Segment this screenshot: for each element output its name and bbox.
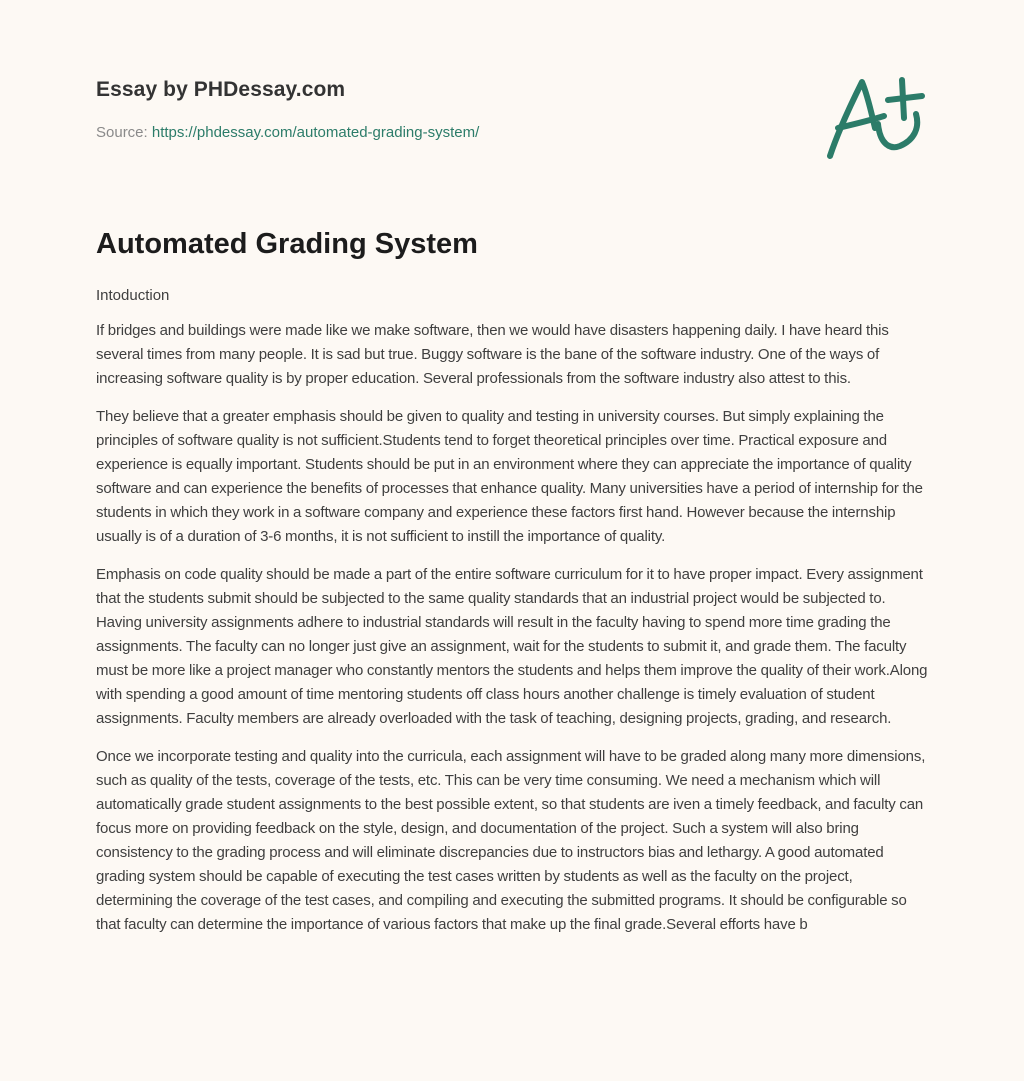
essay-title: Automated Grading System (96, 228, 478, 260)
essay-paragraph: Once we incorporate testing and quality into the curricula, each assignment will have to be graded along many more dimensions, such as quality of the tests, coverage of the tests, etc. This can be very time consuming. We need a mechanism which will automatically grade student assignments to the best possible extent, so that students are iven a timely feedback, and faculty can focus more on providing feedback on the style, design, and documentation of the project. Such a system will also bring consistency to the grading process and will eliminate discrepancies due to instructors bias and lethargy. A good automated grading system should be capable of executing the test cases written by students as well as the faculty on the project, determining the coverage of the test cases, and compiling and executing the submitted programs. It should be configurable so that faculty can determine the importance of various factors that make up the final grade.Several efforts have b (96, 748, 926, 933)
essay-paragraph: Emphasis on code quality should be made a part of the entire software curriculum for it to have proper impact. Every assignment that the students submit should be subjected to the same quality standards that an industrial project would be subjected to. Having university assignments adhere to industrial standards will result in the faculty having to spend more time grading the assignments. The faculty can no longer just give an assignment, wait for the students to submit it, and grade them. The faculty must be more like a project manager who constantly mentors the students and helps them improve the quality of their work.Along with spending a good amount of time mentoring students off class hours another challenge is timely evaluation of student assignments. Faculty members are already overloaded with the task of teaching, designing projects, grading, and research. (96, 566, 928, 727)
a-plus-grade-icon (820, 66, 930, 166)
section-heading: Intoduction (96, 287, 170, 304)
source-link[interactable]: https://phdessay.com/automated-grading-system/ (151, 124, 480, 141)
page-header (96, 74, 796, 143)
source-line (96, 123, 796, 143)
essay-article (96, 222, 928, 937)
essay-paragraph: They believe that a greater emphasis should be given to quality and testing in university courses. But simply explaining the principles of software quality is not sufficient.Students tend to forget theoretical principles over time. Practical exposure and experience is equally important. Students should be put in an environment where they can appreciate the importance of quality software and can experience the benefits of processes that enhance quality. Many universities have a period of internship for the students in which they work in a software company and experience these factors first hand. However because the internship usually is of a duration of 3-6 months, it is not sufficient to instill the importance of quality. (96, 408, 923, 545)
essay-paragraph: If bridges and buildings were made like we make software, then we would have disasters happening daily. I have heard this several times from many people. It is sad but true. Buggy software is the bane of the software industry. One of the ways of increasing software quality is by proper education. Several professionals from the software industry also attest to this. (96, 322, 889, 387)
source-label: Source: (96, 124, 148, 141)
site-title: Essay by PHDessay.com (96, 78, 346, 101)
